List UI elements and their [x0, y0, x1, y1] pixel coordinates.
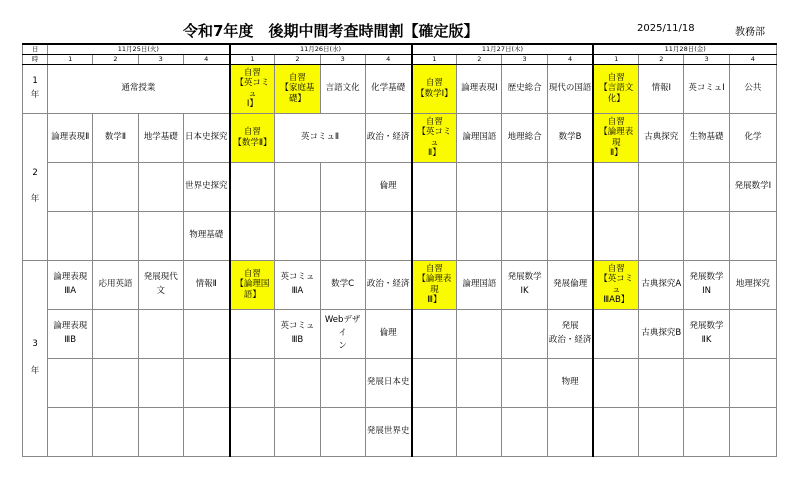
empty-cell	[48, 407, 93, 456]
empty-cell	[138, 358, 183, 407]
exam-subject-cell: 応用英語	[93, 260, 138, 309]
self-study-cell: 自習 【言語文 化】	[593, 64, 638, 113]
exam-subject-cell: 英コミュ ⅢB	[275, 309, 320, 358]
empty-cell	[639, 211, 684, 260]
empty-cell	[502, 358, 547, 407]
exam-subject-cell: 論理国語	[457, 113, 502, 162]
day-header: 11月25日(火)	[48, 44, 230, 54]
exam-subject-cell: 論理表現Ⅱ	[48, 113, 93, 162]
period-number: 4	[183, 54, 229, 64]
exam-subject-cell: 論理表現 ⅢB	[48, 309, 93, 358]
empty-cell	[412, 309, 457, 358]
exam-subject-cell: 英コミュⅠ	[684, 64, 729, 113]
empty-cell	[320, 407, 365, 456]
grade2-row	[23, 211, 777, 260]
exam-subject-cell: 情報Ⅰ	[639, 64, 684, 113]
period-number: 4	[365, 54, 411, 64]
exam-subject-cell: Webデザイ ン	[320, 309, 365, 358]
grade1-row	[23, 64, 777, 113]
empty-cell	[48, 358, 93, 407]
document-date: 2025/11/18	[637, 23, 695, 34]
empty-cell	[320, 162, 365, 211]
exam-subject-cell: 論理国語	[457, 260, 502, 309]
exam-subject-cell: 発展数学 ⅠK	[502, 260, 547, 309]
day-header-row	[23, 44, 777, 54]
exam-subject-cell: 言語文化	[320, 64, 365, 113]
exam-subject-cell: 数学Ⅱ	[93, 113, 138, 162]
exam-timetable	[22, 43, 777, 457]
period-number: 3	[502, 54, 547, 64]
exam-subject-cell: 情報Ⅱ	[183, 260, 229, 309]
empty-cell	[457, 162, 502, 211]
self-study-cell: 自習 【論理表現 Ⅲ】	[412, 260, 457, 309]
exam-subject-cell: 古典探究B	[639, 309, 684, 358]
exam-subject-cell: 公共	[729, 64, 776, 113]
period-number: 3	[138, 54, 183, 64]
exam-subject-cell: 発展 政治・経済	[547, 309, 593, 358]
empty-cell	[320, 358, 365, 407]
grade3-row	[23, 260, 777, 309]
empty-cell	[547, 211, 593, 260]
empty-cell	[457, 358, 502, 407]
empty-cell	[275, 162, 320, 211]
empty-cell	[547, 162, 593, 211]
exam-subject-cell: 現代の国語	[547, 64, 593, 113]
exam-subject-cell: 地理探究	[729, 260, 776, 309]
exam-subject-cell: 発展数学Ⅰ	[729, 162, 776, 211]
exam-subject-cell: 化学	[729, 113, 776, 162]
exam-subject-cell: 発展倫理	[547, 260, 593, 309]
grade3-row	[23, 358, 777, 407]
period-number: 3	[684, 54, 729, 64]
day-header: 11月28日(金)	[593, 44, 776, 54]
empty-cell	[639, 358, 684, 407]
empty-cell	[593, 358, 638, 407]
empty-cell	[457, 407, 502, 456]
empty-cell	[684, 162, 729, 211]
empty-cell	[729, 407, 776, 456]
empty-cell	[412, 162, 457, 211]
empty-cell	[547, 407, 593, 456]
exam-subject-cell: 論理表現 ⅢA	[48, 260, 93, 309]
exam-subject-cell: 数学C	[320, 260, 365, 309]
self-study-cell: 自習 【数学Ⅰ】	[412, 64, 457, 113]
grade3-row	[23, 309, 777, 358]
period-number: 2	[457, 54, 502, 64]
day-header: 11月26日(水)	[230, 44, 412, 54]
empty-cell	[639, 407, 684, 456]
empty-cell	[412, 211, 457, 260]
exam-subject-cell: 発展日本史	[365, 358, 411, 407]
empty-cell	[365, 211, 411, 260]
empty-cell	[93, 162, 138, 211]
empty-cell	[593, 309, 638, 358]
empty-cell	[93, 407, 138, 456]
self-study-cell: 自習 【家庭基 礎】	[275, 64, 320, 113]
empty-cell	[275, 211, 320, 260]
empty-cell	[729, 358, 776, 407]
empty-cell	[502, 309, 547, 358]
empty-cell	[93, 309, 138, 358]
empty-cell	[275, 407, 320, 456]
grade3-row	[23, 407, 777, 456]
empty-cell	[729, 309, 776, 358]
empty-cell	[729, 211, 776, 260]
exam-subject-cell: 古典探究	[639, 113, 684, 162]
self-study-cell: 自習 【論理表現 Ⅱ】	[593, 113, 638, 162]
period-label: 時	[23, 54, 48, 64]
empty-cell	[502, 162, 547, 211]
exam-subject-cell: 地学基礎	[138, 113, 183, 162]
period-number: 1	[593, 54, 638, 64]
day-header: 11月27日(木)	[412, 44, 594, 54]
exam-subject-cell: 発展数学 ⅠN	[684, 260, 729, 309]
empty-cell	[93, 211, 138, 260]
empty-cell	[138, 162, 183, 211]
empty-cell	[593, 407, 638, 456]
empty-cell	[639, 162, 684, 211]
period-header-row	[23, 54, 777, 64]
period-number: 1	[48, 54, 93, 64]
empty-cell	[684, 407, 729, 456]
exam-subject-cell: 発展現代文	[138, 260, 183, 309]
empty-cell	[230, 407, 275, 456]
self-study-cell: 自習 【英コミュ Ⅰ】	[230, 64, 275, 113]
self-study-cell: 自習 【英コミュ ⅢAB】	[593, 260, 638, 309]
exam-subject-cell: 論理表現Ⅰ	[457, 64, 502, 113]
exam-subject-cell: 発展世界史	[365, 407, 411, 456]
empty-cell	[457, 309, 502, 358]
empty-cell	[593, 162, 638, 211]
exam-subject-cell: 歴史総合	[502, 64, 547, 113]
empty-cell	[502, 211, 547, 260]
empty-cell	[48, 162, 93, 211]
exam-subject-cell: 英コミュ ⅢA	[275, 260, 320, 309]
grade2-row	[23, 162, 777, 211]
period-number: 1	[230, 54, 275, 64]
empty-cell	[230, 211, 275, 260]
day-label: 日	[23, 44, 48, 54]
exam-subject-cell: 世界史探究	[183, 162, 229, 211]
period-number: 3	[320, 54, 365, 64]
exam-subject-cell: 数学B	[547, 113, 593, 162]
page-title: 令和7年度 後期中間考査時間割【確定版】	[183, 22, 479, 40]
grade-label-1: 1 年	[23, 64, 48, 113]
exam-subject-cell: 倫理	[365, 162, 411, 211]
period-number: 1	[412, 54, 457, 64]
empty-cell	[457, 211, 502, 260]
grade-label-2: 2 年	[23, 113, 48, 260]
empty-cell	[48, 211, 93, 260]
exam-subject-cell: 物理	[547, 358, 593, 407]
period-number: 2	[639, 54, 684, 64]
empty-cell	[230, 358, 275, 407]
exam-subject-cell: 政治・経済	[365, 260, 411, 309]
empty-cell	[684, 211, 729, 260]
period-number: 4	[547, 54, 593, 64]
regular-class-cell: 通常授業	[48, 64, 230, 113]
exam-subject-cell: 化学基礎	[365, 64, 411, 113]
empty-cell	[230, 309, 275, 358]
exam-subject-cell: 倫理	[365, 309, 411, 358]
grade2-row	[23, 113, 777, 162]
exam-subject-cell: 生物基礎	[684, 113, 729, 162]
exam-subject-cell: 物理基礎	[183, 211, 229, 260]
empty-cell	[183, 407, 229, 456]
exam-subject-cell: 日本史探究	[183, 113, 229, 162]
period-number: 2	[275, 54, 320, 64]
empty-cell	[502, 407, 547, 456]
self-study-cell: 自習 【論理国 語】	[230, 260, 275, 309]
department-name: 教務部	[735, 27, 765, 38]
empty-cell	[138, 211, 183, 260]
empty-cell	[138, 309, 183, 358]
empty-cell	[320, 211, 365, 260]
empty-cell	[593, 211, 638, 260]
empty-cell	[138, 407, 183, 456]
empty-cell	[275, 358, 320, 407]
empty-cell	[183, 358, 229, 407]
empty-cell	[93, 358, 138, 407]
empty-cell	[183, 309, 229, 358]
empty-cell	[230, 162, 275, 211]
exam-subject-cell: 地理総合	[502, 113, 547, 162]
exam-subject-cell: 英コミュⅡ	[275, 113, 365, 162]
period-number: 2	[93, 54, 138, 64]
self-study-cell: 自習 【数学Ⅱ】	[230, 113, 275, 162]
period-number: 4	[729, 54, 776, 64]
empty-cell	[684, 358, 729, 407]
exam-subject-cell: 政治・経済	[365, 113, 411, 162]
self-study-cell: 自習 【英コミュ Ⅱ】	[412, 113, 457, 162]
empty-cell	[412, 407, 457, 456]
empty-cell	[412, 358, 457, 407]
exam-subject-cell: 古典探究A	[639, 260, 684, 309]
exam-subject-cell: 発展数学 ⅡK	[684, 309, 729, 358]
grade-label-3: 3 年	[23, 260, 48, 456]
